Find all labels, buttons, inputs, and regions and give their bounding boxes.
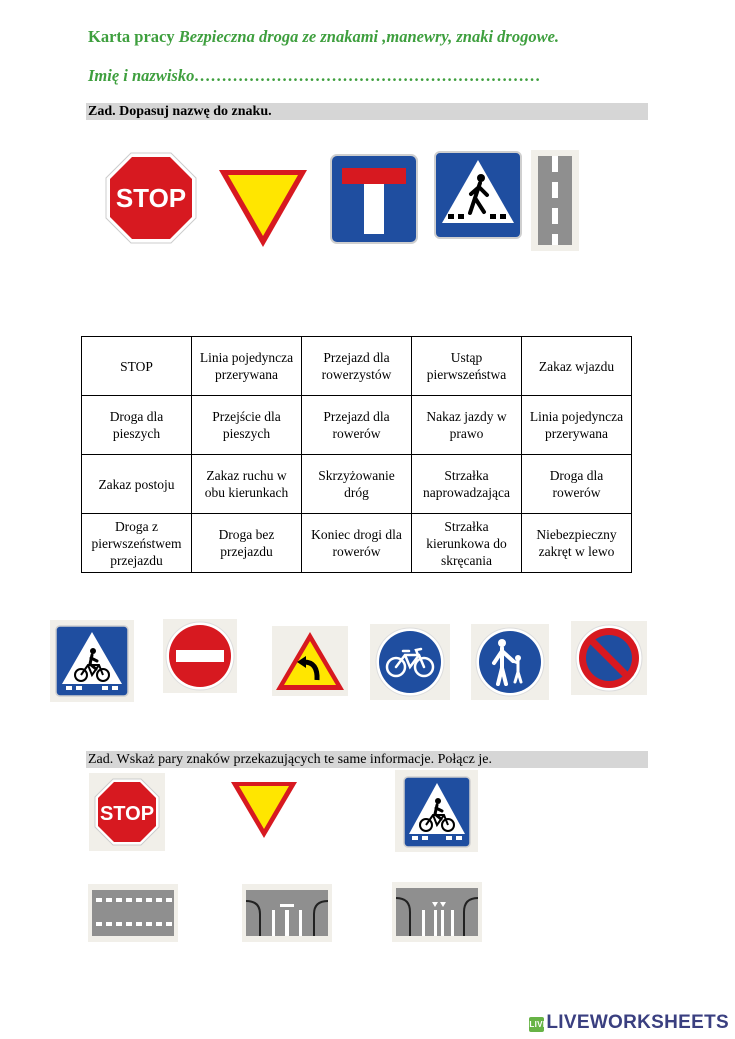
option-cell[interactable]: Linia pojedyncza przerywana: [192, 337, 302, 396]
yield-sign-image: [217, 167, 309, 249]
option-cell[interactable]: Strzałka naprowadzająca: [412, 455, 522, 514]
option-cell[interactable]: Przejazd dla rowerzystów: [302, 337, 412, 396]
option-cell[interactable]: Zakaz ruchu w obu kierunkach: [192, 455, 302, 514]
stop-sign-text: STOP: [115, 183, 187, 213]
stop-sign-image: [104, 151, 198, 245]
pedestrian-crossing-sign-image: [434, 151, 522, 239]
task1-instruction: Zad. Dopasuj nazwę do znaku.: [86, 103, 648, 120]
no-entry-sign-image: [163, 619, 237, 693]
option-cell[interactable]: Niebezpieczny zakręt w lewo: [522, 514, 632, 573]
option-cell[interactable]: Droga bez przejazdu: [192, 514, 302, 573]
table-row: [82, 337, 632, 396]
option-cell[interactable]: STOP: [82, 337, 192, 396]
table-row: [82, 455, 632, 514]
table-row: [82, 514, 632, 573]
stop-sign-image-small: [89, 773, 165, 851]
option-cell[interactable]: Nakaz jazdy w prawo: [412, 396, 522, 455]
bicycle-crossing-sign-image: [50, 620, 134, 702]
yield-sign-image-small: [230, 780, 298, 840]
option-cell[interactable]: Przejazd dla rowerów: [302, 396, 412, 455]
bicycle-path-sign-image: [370, 624, 450, 700]
option-cell[interactable]: Droga dla pieszych: [82, 396, 192, 455]
sign-names-table: [81, 336, 632, 573]
name-line: Imię i nazwisko………………………………………………………: [88, 66, 541, 85]
option-cell[interactable]: Droga dla rowerów: [522, 455, 632, 514]
task2-instruction: Zad. Wskaż pary znaków przekazujących te same informacje. Połącz je.: [86, 751, 648, 768]
option-cell[interactable]: Skrzyżowanie dróg: [302, 455, 412, 514]
dead-end-sign-image: [330, 154, 418, 244]
option-cell[interactable]: Droga z pierwszeństwem przejazdu: [82, 514, 192, 573]
option-cell[interactable]: Koniec drogi dla rowerów: [302, 514, 412, 573]
pedestrian-path-sign-image: [471, 624, 549, 700]
option-cell[interactable]: Ustąp pierwszeństwa: [412, 337, 522, 396]
stop-sign-small-text: STOP: [99, 803, 155, 825]
option-cell[interactable]: Linia pojedyncza przerywana: [522, 396, 632, 455]
road-marking-stop-line-image: [242, 884, 332, 942]
road-marking-broken-lines-image: [88, 884, 178, 942]
liveworksheets-logo-text: LIVEWORKSHEETS: [546, 1012, 729, 1033]
option-cell[interactable]: Strzałka kierunkowa do skręcania: [412, 514, 522, 573]
road-marking-yield-line-image: [392, 882, 482, 942]
dangerous-left-curve-sign-image: [272, 626, 348, 696]
liveworksheets-logo: [529, 1012, 729, 1034]
single-broken-line-image: [531, 150, 579, 251]
option-cell[interactable]: Zakaz wjazdu: [522, 337, 632, 396]
option-cell[interactable]: Przejście dla pieszych: [192, 396, 302, 455]
liveworksheets-badge-icon: LIVE: [529, 1017, 544, 1032]
option-cell[interactable]: Zakaz postoju: [82, 455, 192, 514]
no-parking-sign-image: [571, 621, 647, 695]
bicycle-crossing-sign-image-small: [395, 770, 478, 852]
table-row: [82, 396, 632, 455]
worksheet-title: Karta pracy Bezpieczna droga ze znakami ,manewry, znaki drogowe.: [88, 27, 560, 46]
